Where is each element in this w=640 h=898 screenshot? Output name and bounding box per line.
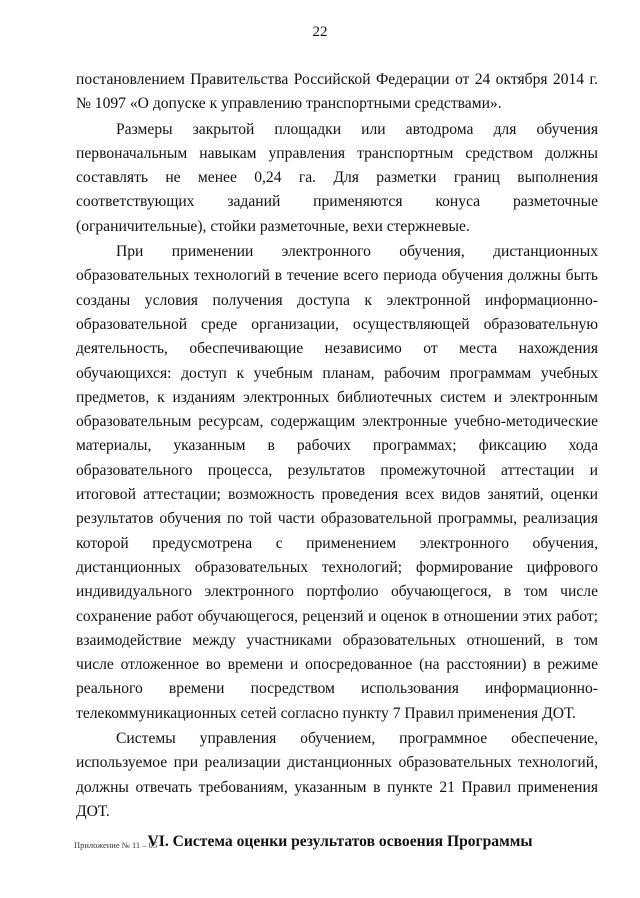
paragraph-e-learning-conditions: При применении электронного обучения, дистанционных образовательных технологий в течение всего периода обучения должны быть созданы условия получения доступа к электронной информационно-образовательной среде организации, осуществляющей образовательную деятельность, обеспечивающие независимо от места нахождения обучающихся: доступ к учебным планам, рабочим программам учебных предметов, к изданиям электронных библиотечных систем и электронным образовательным ресурсам, содержащим электронные учебно-методические материалы, указанным в рабочих программах; фиксацию хода образовательного процесса, результатов промежуточной аттестации и итоговой аттестации; возможность проведения всех видов занятий, оценки результатов обучения по той части образовательной программы, реализация которой предусмотрена с применением электронного обучения, дистанционных образовательных технологий; формирование цифрового индивидуального электронного портфолио обучающегося, в том числе сохранение работ обучающегося, рецензий и оценок в отношении этих работ; взаимодействие между участниками образовательных отношений, в том числе отложенное во времени и опосредованное (на расстоянии) в режиме реального времени посредством использования информационно-телекоммуникационных сетей согласно пункту 7 Правил применения ДОТ. [76,243,598,722]
section-heading: VI. Система оценки результатов освоения Программы [147,833,533,851]
document-body [76,68,598,855]
footer-note: Приложение № 11 – 05 [74,840,158,850]
paragraph-area-requirements: Размеры закрытой площадки или автодрома для обучения первоначальным навыкам управления транспортным средством должны составлять не менее 0,24 га. Для разметки границ выполнения соответствующих заданий применяются конуса разметочные (ограничительные), стойки разметочные, вехи стержневые. [76,120,598,235]
paragraph-learning-systems: Системы управления обучением, программное обеспечение, используемое при реализации дистанционных образовательных технологий, должны отвечать требованиям, указанным в пункте 21 Правил применения ДОТ. [76,730,598,820]
page-number: 22 [312,24,328,40]
paragraph-continuation: постановлением Правительства Российской Федерации от 24 октября 2014 г. № 1097 «О допуске к управлению транспортными средствами». [76,71,598,113]
